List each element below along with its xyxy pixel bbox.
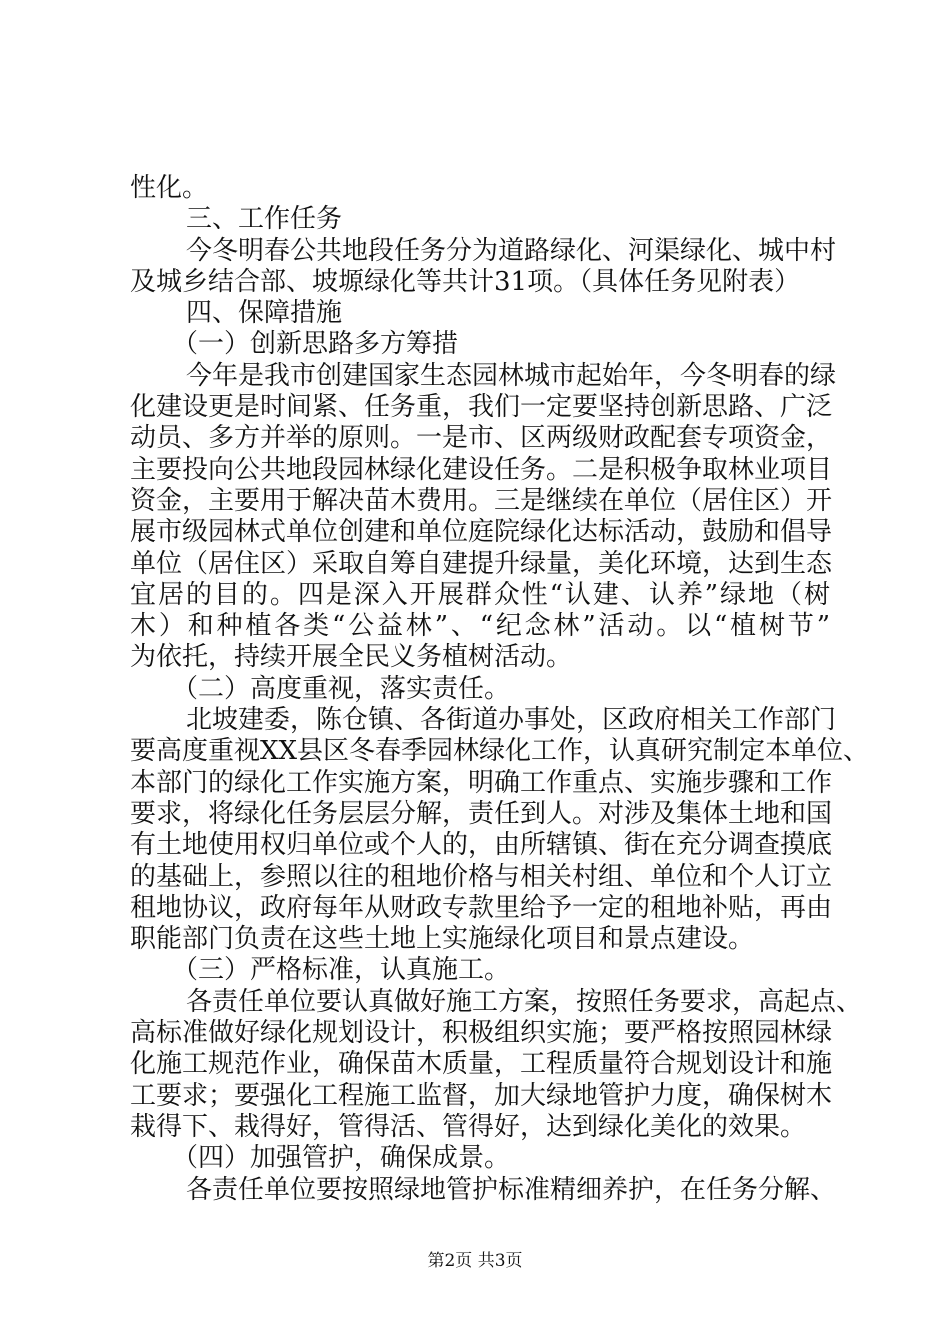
text-line: 化建设更是时间紧、任务重，我们一定要坚持创新思路、广泛 [130, 392, 833, 423]
subsection-heading: （一）创新思路多方筹措 [172, 329, 459, 360]
text-line: 的基础上，参照以往的租地价格与相关村组、单位和个人订立 [130, 861, 833, 892]
document-body [130, 173, 870, 1206]
text-line: 租地协议，政府每年从财政专款里给予一定的租地补贴，再由 [130, 892, 833, 923]
subsection-heading: （三）严格标准，认真施工。 [172, 955, 511, 986]
text-line: 主要投向公共地段园林绿化建设任务。二是积极争取林业项目 [130, 454, 833, 485]
subsection-heading: （二）高度重视，落实责任。 [172, 673, 511, 704]
text-line: 北坡建委，陈仓镇、各街道办事处，区政府相关工作部门 [186, 705, 837, 736]
text-line: 要求，将绿化任务层层分解，责任到人。对涉及集体土地和国 [130, 798, 833, 829]
text-line: 各责任单位要认真做好施工方案，按照任务要求，高起点、 [186, 986, 863, 1017]
text-line: 动员、多方并举的原则。一是市、区两级财政配套专项资金， [130, 423, 833, 454]
text-line: 性化。 [130, 173, 209, 203]
text-line: 今冬明春公共地段任务分为道路绿化、河渠绿化、城中村 [186, 235, 837, 266]
page-footer: 第2页 共3页 [427, 1251, 523, 1271]
text-line: 资金，主要用于解决苗木费用。三是继续在单位（居住区）开 [130, 485, 833, 516]
text-line: 本部门的绿化工作实施方案，明确工作重点、实施步骤和工作 [130, 767, 833, 798]
text-line: 职能部门负责在这些土地上实施绿化项目和景点建设。 [130, 924, 755, 955]
text-line: 木）和种植各类“公益林”、“纪念林”活动。以“植树节” [130, 611, 830, 642]
text-line: 高标准做好绿化规划设计，积极组织实施；要严格按照园林绿 [130, 1018, 833, 1049]
text-line: 宜居的目的。四是深入开展群众性“认建、认养”绿地（树 [130, 579, 830, 610]
subsection-heading: （四）加强管护，确保成景。 [172, 1143, 511, 1174]
section-heading: 三、工作任务 [186, 204, 343, 235]
section-heading: 四、保障措施 [186, 298, 343, 329]
text-line: 单位（居住区）采取自筹自建提升绿量，美化环境，达到生态 [130, 548, 833, 579]
text-line: 今年是我市创建国家生态园林城市起始年，今冬明春的绿 [186, 360, 837, 391]
text-line: 化施工规范作业，确保苗木质量，工程质量符合规划设计和施 [130, 1049, 833, 1080]
text-line: 各责任单位要按照绿地管护标准精细养护，在任务分解、 [186, 1174, 837, 1205]
text-line: 栽得下、栽得好，管得活、管得好，达到绿化美化的效果。 [130, 1111, 807, 1142]
text-line: 要高度重视XX县区冬春季园林绿化工作，认真研究制定本单位、 [130, 736, 870, 767]
text-line: 及城乡结合部、坡塬绿化等共计31项。（具体任务见附表） [130, 266, 801, 297]
text-line: 工要求；要强化工程施工监督，加大绿地管护力度，确保树木 [130, 1080, 833, 1111]
text-line: 有土地使用权归单位或个人的，由所辖镇、街在充分调查摸底 [130, 830, 833, 861]
text-line: 展市级园林式单位创建和单位庭院绿化达标活动，鼓励和倡导 [130, 517, 833, 548]
text-line: 为依托，持续开展全民义务植树活动。 [130, 642, 573, 673]
